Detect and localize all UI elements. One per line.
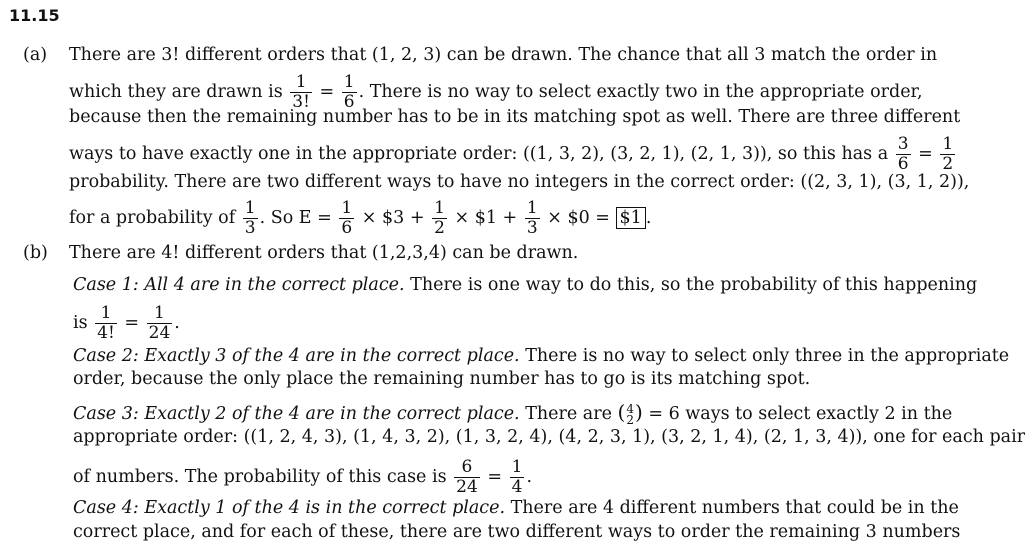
fraction: $\frac{1}{3}$ — [526, 198, 538, 238]
text: for a probability of — [69, 208, 236, 228]
equals: = — [918, 144, 933, 164]
text: ways to have exactly one in the appropriate order: ((1, 3, 2), (3, 2, 1), (2, 1, 3)), so this has a — [69, 144, 889, 164]
case-1-line-2 — [73, 305, 180, 342]
fraction: $\frac{1}{4}$ — [511, 457, 523, 497]
fraction: $\frac{1}{24}$ — [148, 303, 171, 343]
case-3-line-1 — [73, 401, 952, 426]
text: × $3 + — [361, 208, 425, 228]
part-a-label: (a) — [23, 45, 48, 65]
text: . So E = — [259, 208, 332, 228]
text: There are 4 different numbers that could be in the — [510, 498, 959, 518]
text: . — [174, 313, 180, 333]
boxed-answer: $1 — [616, 207, 646, 229]
case-4-line-1 — [73, 497, 959, 519]
case-3-line-3 — [73, 459, 532, 496]
case-4-line-2: correct place, and for each of these, there are two different ways to order the remaining 3 numbers — [73, 522, 961, 542]
equals: = — [319, 82, 335, 102]
text: . — [526, 467, 533, 487]
case-2-title: Case 2: Exactly 3 of the 4 are in the correct place. — [73, 346, 520, 366]
case-1-title: Case 1: All 4 are in the correct place. — [73, 275, 405, 295]
text: . There is no way to select exactly two in the appropriate order, — [358, 82, 923, 102]
part-a-line-3: because then the remaining number has to be in its matching spot as well. There are three different — [69, 107, 961, 127]
binomial-close-paren: ) — [634, 400, 643, 424]
text: There are — [525, 404, 612, 424]
fraction: $\frac{6}{24}$ — [456, 457, 478, 497]
text: × $0 = — [547, 208, 610, 228]
text: There is one way to do this, so the probability of this happening — [410, 275, 978, 295]
fraction: $\frac{1}{3}$ — [244, 198, 256, 238]
case-1-line-1 — [73, 274, 977, 296]
problem-number: 11.15 — [9, 6, 60, 25]
binomial-open-paren: ( — [617, 400, 626, 424]
case-3-line-2: appropriate order: ((1, 2, 4, 3), (1, 4, 3, 2), (1, 3, 2, 4), (4, 2, 3, 1), (3, 2, 1, 4), (2, 1, 3, 4)), one for each pair — [73, 427, 1025, 447]
text: × $1 + — [454, 208, 518, 228]
part-a-line-6 — [69, 200, 651, 237]
fraction: $\frac{3}{6}$ — [897, 134, 909, 174]
text: is — [73, 313, 88, 333]
part-b-line-1: There are 4! different orders that (1,2,3,4) can be drawn. — [69, 243, 579, 263]
case-2-line-2: order, because the only place the remaining number has to go is its matching spot. — [73, 369, 811, 389]
case-2-line-1 — [73, 345, 1009, 367]
fraction: $\frac{1}{6}$ — [343, 72, 355, 112]
fraction: $\frac{1}{4!}$ — [97, 303, 115, 343]
text: which they are drawn is — [69, 82, 283, 102]
fraction: $\frac{1}{2}$ — [942, 134, 954, 174]
fraction: $\frac{1}{2}$ — [434, 198, 445, 238]
text: = 6 ways to select exactly 2 in the — [648, 404, 953, 424]
case-4-title: Case 4: Exactly 1 of the 4 is in the correct place. — [73, 498, 506, 518]
fraction: $\frac{1}{6}$ — [341, 198, 353, 238]
part-a-line-5: probability. There are two different ways to have no integers in the correct order: ((2, 3, 1), (3, 1, 2)), — [69, 172, 970, 192]
case-3-title: Case 3: Exactly 2 of the 4 are in the correct place. — [73, 404, 520, 424]
fraction: $\frac{1}{3!}$ — [292, 72, 310, 112]
part-b-label: (b) — [23, 243, 48, 263]
text: There is no way to select only three in the appropriate — [525, 346, 1010, 366]
text: . — [645, 208, 652, 228]
text: of numbers. The probability of this case is — [73, 467, 447, 487]
part-a-line-1: There are 3! different orders that (1, 2, 3) can be drawn. The chance that all 3 match the order in — [69, 45, 938, 65]
equals: = — [124, 313, 140, 333]
part-a-line-4 — [69, 136, 957, 173]
binomial: 4 2 — [626, 401, 634, 427]
equals: = — [487, 467, 503, 487]
